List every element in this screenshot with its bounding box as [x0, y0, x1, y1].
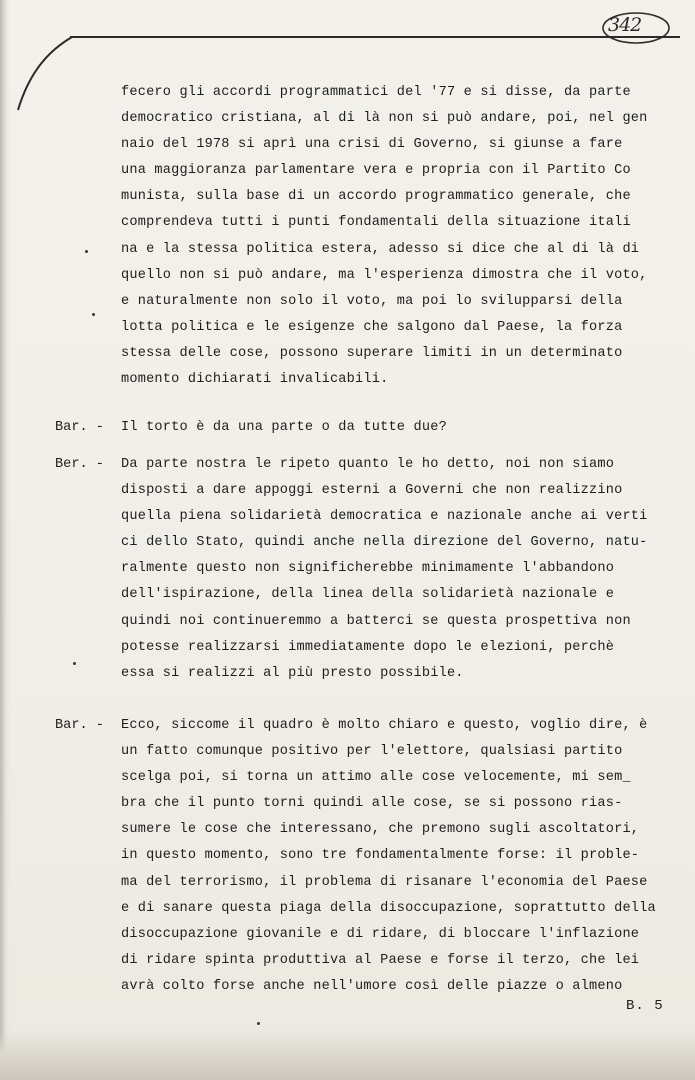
- text-line: bra che il punto torni quindi alle cose, se si possono rias-: [121, 796, 623, 812]
- text-line: comprendeva tutti i punti fondamentali della situazione itali: [121, 215, 631, 231]
- scan-bottom-edge: [0, 1030, 695, 1080]
- text-line: quello non si può andare, ma l'esperienza dimostra che il voto,: [121, 267, 648, 283]
- text-line: e naturalmente non solo il voto, ma poi lo svilupparsi della: [121, 293, 623, 309]
- text-line: di ridare spinta produttiva al Paese e forse il terzo, che lei: [121, 952, 640, 968]
- text-line: e di sanare questa piaga della disoccupazione, soprattutto della: [121, 900, 656, 916]
- text-line: disposti a dare appoggi esterni a Governi che non realizzino: [121, 483, 623, 499]
- text-line: sumere le cose che interessano, che premono sugli ascoltatori,: [121, 822, 640, 838]
- text-line: Il torto è da una parte o da tutte due?: [121, 420, 447, 435]
- text-line: democratico cristiana, al di là non si può andare, poi, nel gen: [121, 111, 648, 127]
- paragraph-answer: [121, 452, 661, 687]
- speaker-label: Bar. -: [55, 420, 104, 435]
- text-line: quindi noi continueremmo a batterci se questa prospettiva non: [121, 613, 631, 629]
- text-line: munista, sulla base di un accordo programmatico generale, che: [121, 189, 631, 205]
- text-line: disoccupazione giovanile e di ridare, di bloccare l'inflazione: [121, 926, 640, 942]
- speck: [92, 313, 95, 316]
- text-line: stessa delle cose, possono superare limiti in un determinato: [121, 345, 623, 361]
- text-line: scelga poi, si torna un attimo alle cose velocemente, mi sem_: [121, 770, 631, 786]
- scan-left-edge: [0, 0, 10, 1080]
- text-line: Ecco, siccome il quadro è molto chiaro e questo, voglio dire, è: [121, 718, 648, 733]
- text-line: avrà colto forse anche nell'umore così delle piazze o almeno: [121, 978, 623, 994]
- text-line: Da parte nostra le ripeto quanto le ho detto, noi non siamo: [121, 457, 615, 472]
- speaker-label: Ber. -: [55, 457, 104, 472]
- text-line: potesse realizzarsi immediatamente dopo le elezioni, perchè: [121, 639, 615, 655]
- text-line: lotta politica e le esigenze che salgono dal Paese, la forza: [121, 319, 623, 335]
- paragraph-question: [121, 713, 661, 1000]
- top-rule: [70, 36, 680, 38]
- fold-corner-line: [0, 0, 130, 130]
- text-line: in questo momento, sono tre fondamentalmente forse: il proble-: [121, 848, 640, 864]
- text-line: naio del 1978 si aprì una crisi di Governo, si giunse a fare: [121, 137, 623, 153]
- text-line: essa si realizzi al più presto possibile.: [121, 665, 464, 681]
- speck: [73, 662, 76, 665]
- text-line: ralmente questo non significherebbe minimamente l'abbandono: [121, 561, 615, 577]
- speck: [257, 1022, 260, 1025]
- text-line: ma del terrorismo, il problema di risanare l'economia del Paese: [121, 874, 648, 890]
- speaker-label: Bar. -: [55, 718, 104, 733]
- text-line: un fatto comunque positivo per l'elettore, qualsiasi partito: [121, 744, 623, 760]
- text-line: una maggioranza parlamentare vera e propria con il Partito Co: [121, 163, 631, 179]
- speck: [85, 250, 88, 253]
- text-line: quella piena solidarietà democratica e nazionale anche ai verti: [121, 509, 648, 525]
- text-line: dell'ispirazione, della linea della solidarietà nazionale e: [121, 587, 615, 603]
- page-footer-mark: B. 5: [626, 998, 664, 1014]
- page-number-stamp: 342: [608, 14, 642, 36]
- text-line: momento dichiarati invalicabili.: [121, 372, 389, 388]
- paragraph-continuation: [121, 80, 661, 393]
- text-line: fecero gli accordi programmatici del '77 e si disse, da parte: [121, 85, 631, 100]
- text-line: na e la stessa politica estera, adesso si dice che al di là di: [121, 241, 640, 257]
- text-line: ci dello Stato, quindi anche nella direzione del Governo, natu-: [121, 535, 648, 551]
- paragraph-question: [121, 415, 661, 441]
